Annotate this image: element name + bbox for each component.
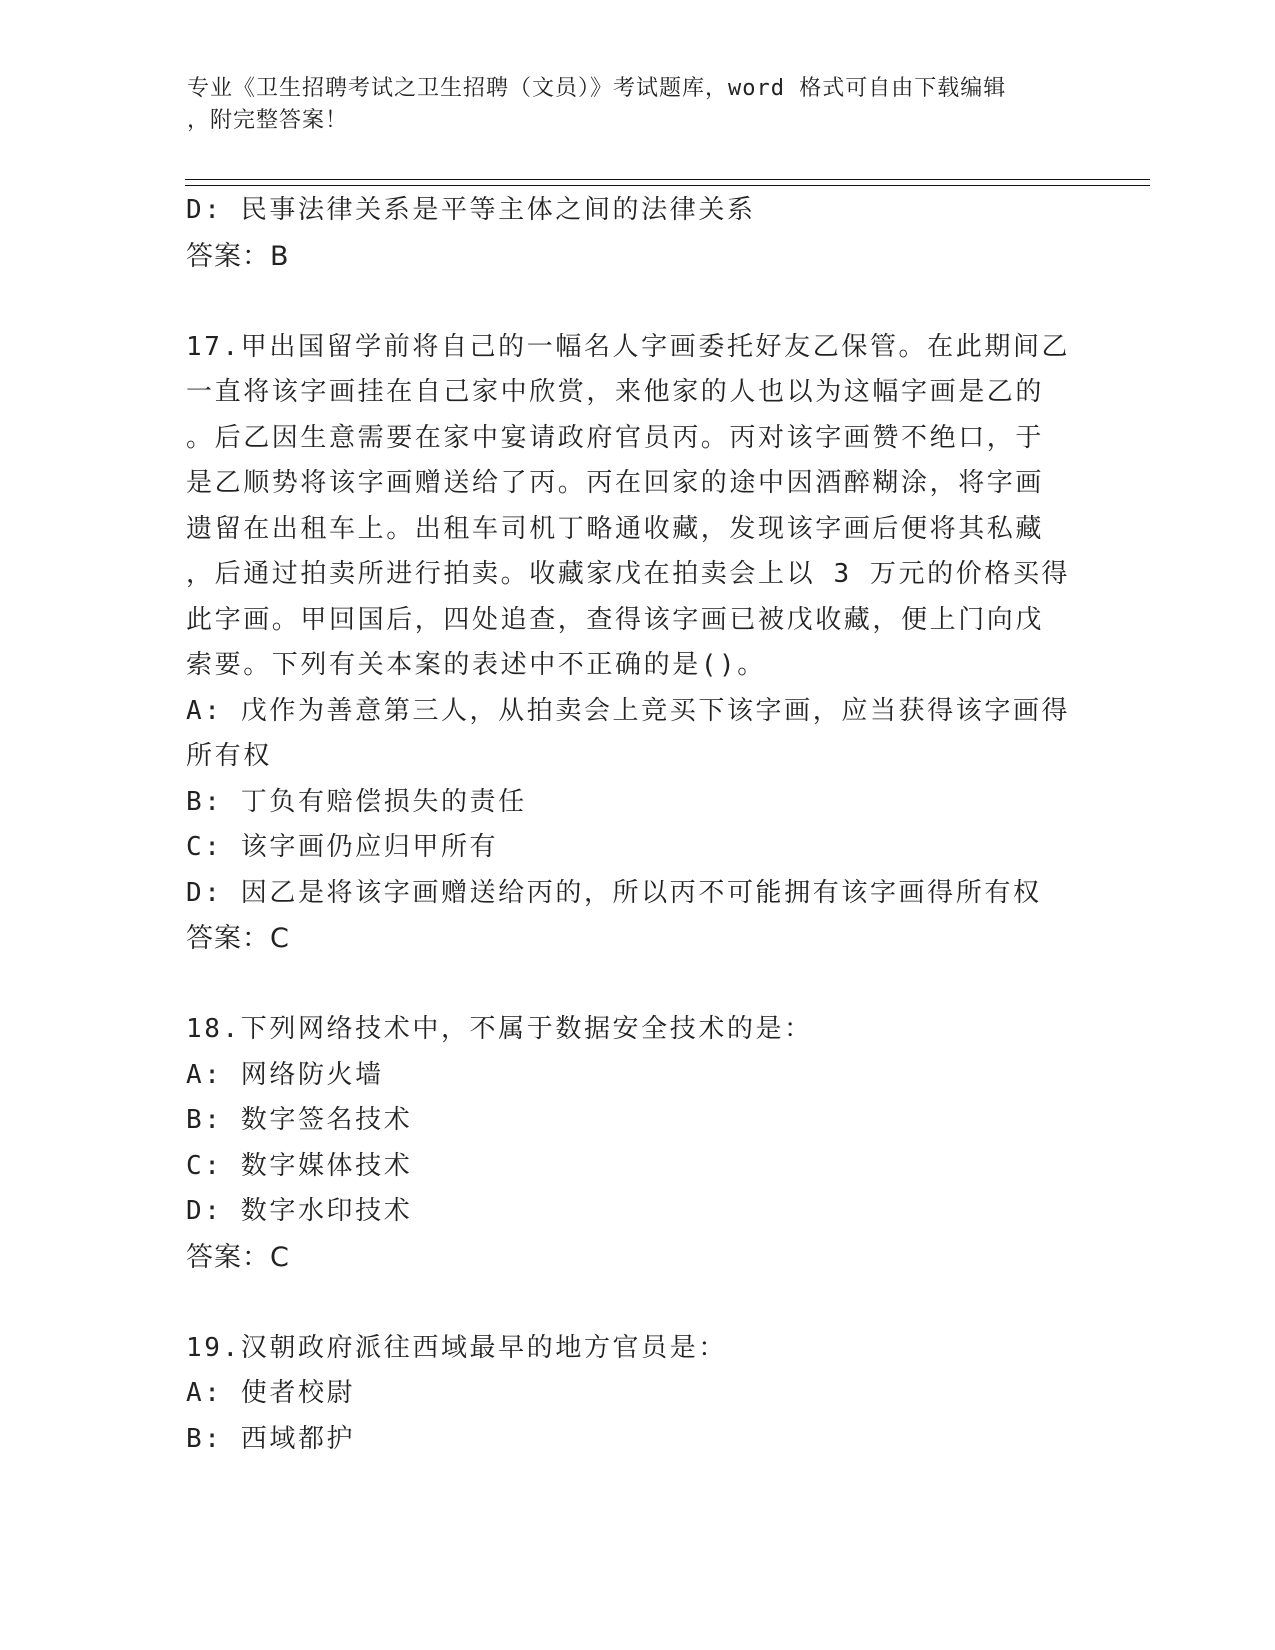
spacer: [186, 1280, 1086, 1326]
q18-option-a: A: 网络防火墙: [186, 1059, 384, 1090]
q16-option-d: D: 民事法律关系是平等主体之间的法律关系: [186, 195, 756, 225]
q17-stem-line: 17.甲出国留学前将自己的一幅名人字画委托好友乙保管。在此期间乙: [186, 331, 1071, 362]
q17-stem-line: 一直将该字画挂在自己家中欣赏，来他家的人也以为这幅字画是乙的: [186, 377, 1045, 407]
q19-option-a: A: 使者校尉: [186, 1378, 356, 1408]
q18-option-d: D: 数字水印技术: [186, 1196, 413, 1226]
question-19: [186, 1326, 1086, 1463]
q16-answer: 答案：B: [186, 240, 290, 272]
header-line-2: ，附完整答案！: [187, 108, 349, 133]
q19-option-b: B: 西域都护: [186, 1423, 356, 1454]
header-line-1: 专业《卫生招聘考试之卫生招聘（文员）》考试题库，word 格式可自由下载编辑: [187, 76, 1007, 101]
q17-stem-line: 。后乙因生意需要在家中宴请政府官员丙。丙对该字画赞不绝口，于: [186, 422, 1045, 453]
q19-stem: 19.汉朝政府派往西域最早的地方官员是：: [186, 1332, 727, 1363]
question-18: [186, 1007, 1086, 1280]
document-header: [187, 73, 1067, 137]
q17-stem-line: 此字画。甲回国后，四处追查，查得该字画已被戊收藏，便上门向戊: [186, 604, 1045, 635]
q18-answer: 答案：C: [186, 1241, 290, 1273]
header-divider-bottom: [185, 185, 1150, 186]
q17-option-d: D: 因乙是将该字画赠送给丙的，所以丙不可能拥有该字画得所有权: [186, 877, 1042, 908]
q17-stem-line: 索要。下列有关本案的表述中不正确的是()。: [186, 650, 766, 680]
q17-stem-line: 遗留在出租车上。出租车司机丁略通收藏，发现该字画后便将其私藏: [186, 513, 1045, 544]
q17-answer: 答案：C: [186, 923, 290, 954]
question-content: [186, 188, 1086, 1462]
q18-stem: 18.下列网络技术中，不属于数据安全技术的是：: [186, 1014, 813, 1044]
q17-option-c: C: 该字画仍应归甲所有: [186, 832, 499, 862]
spacer: [186, 279, 1086, 325]
header-divider-top: [185, 179, 1150, 180]
question-17: [186, 325, 1086, 962]
q18-option-c: C: 数字媒体技术: [186, 1150, 413, 1181]
q17-option-a-continued: 所有权: [186, 741, 272, 771]
q17-option-a: A: 戊作为善意第三人，从拍卖会上竞买下该字画，应当获得该字画得: [186, 695, 1071, 726]
q17-option-b: B: 丁负有赔偿损失的责任: [186, 786, 527, 817]
q17-stem-line: ，后通过拍卖所进行拍卖。收藏家戊在拍卖会上以 3 万元的价格买得: [186, 559, 1071, 589]
q18-option-b: B: 数字签名技术: [186, 1105, 413, 1135]
spacer: [186, 962, 1086, 1008]
q17-stem-line: 是乙顺势将该字画赠送给了丙。丙在回家的途中因酒醉糊涂，将字画: [186, 468, 1045, 498]
